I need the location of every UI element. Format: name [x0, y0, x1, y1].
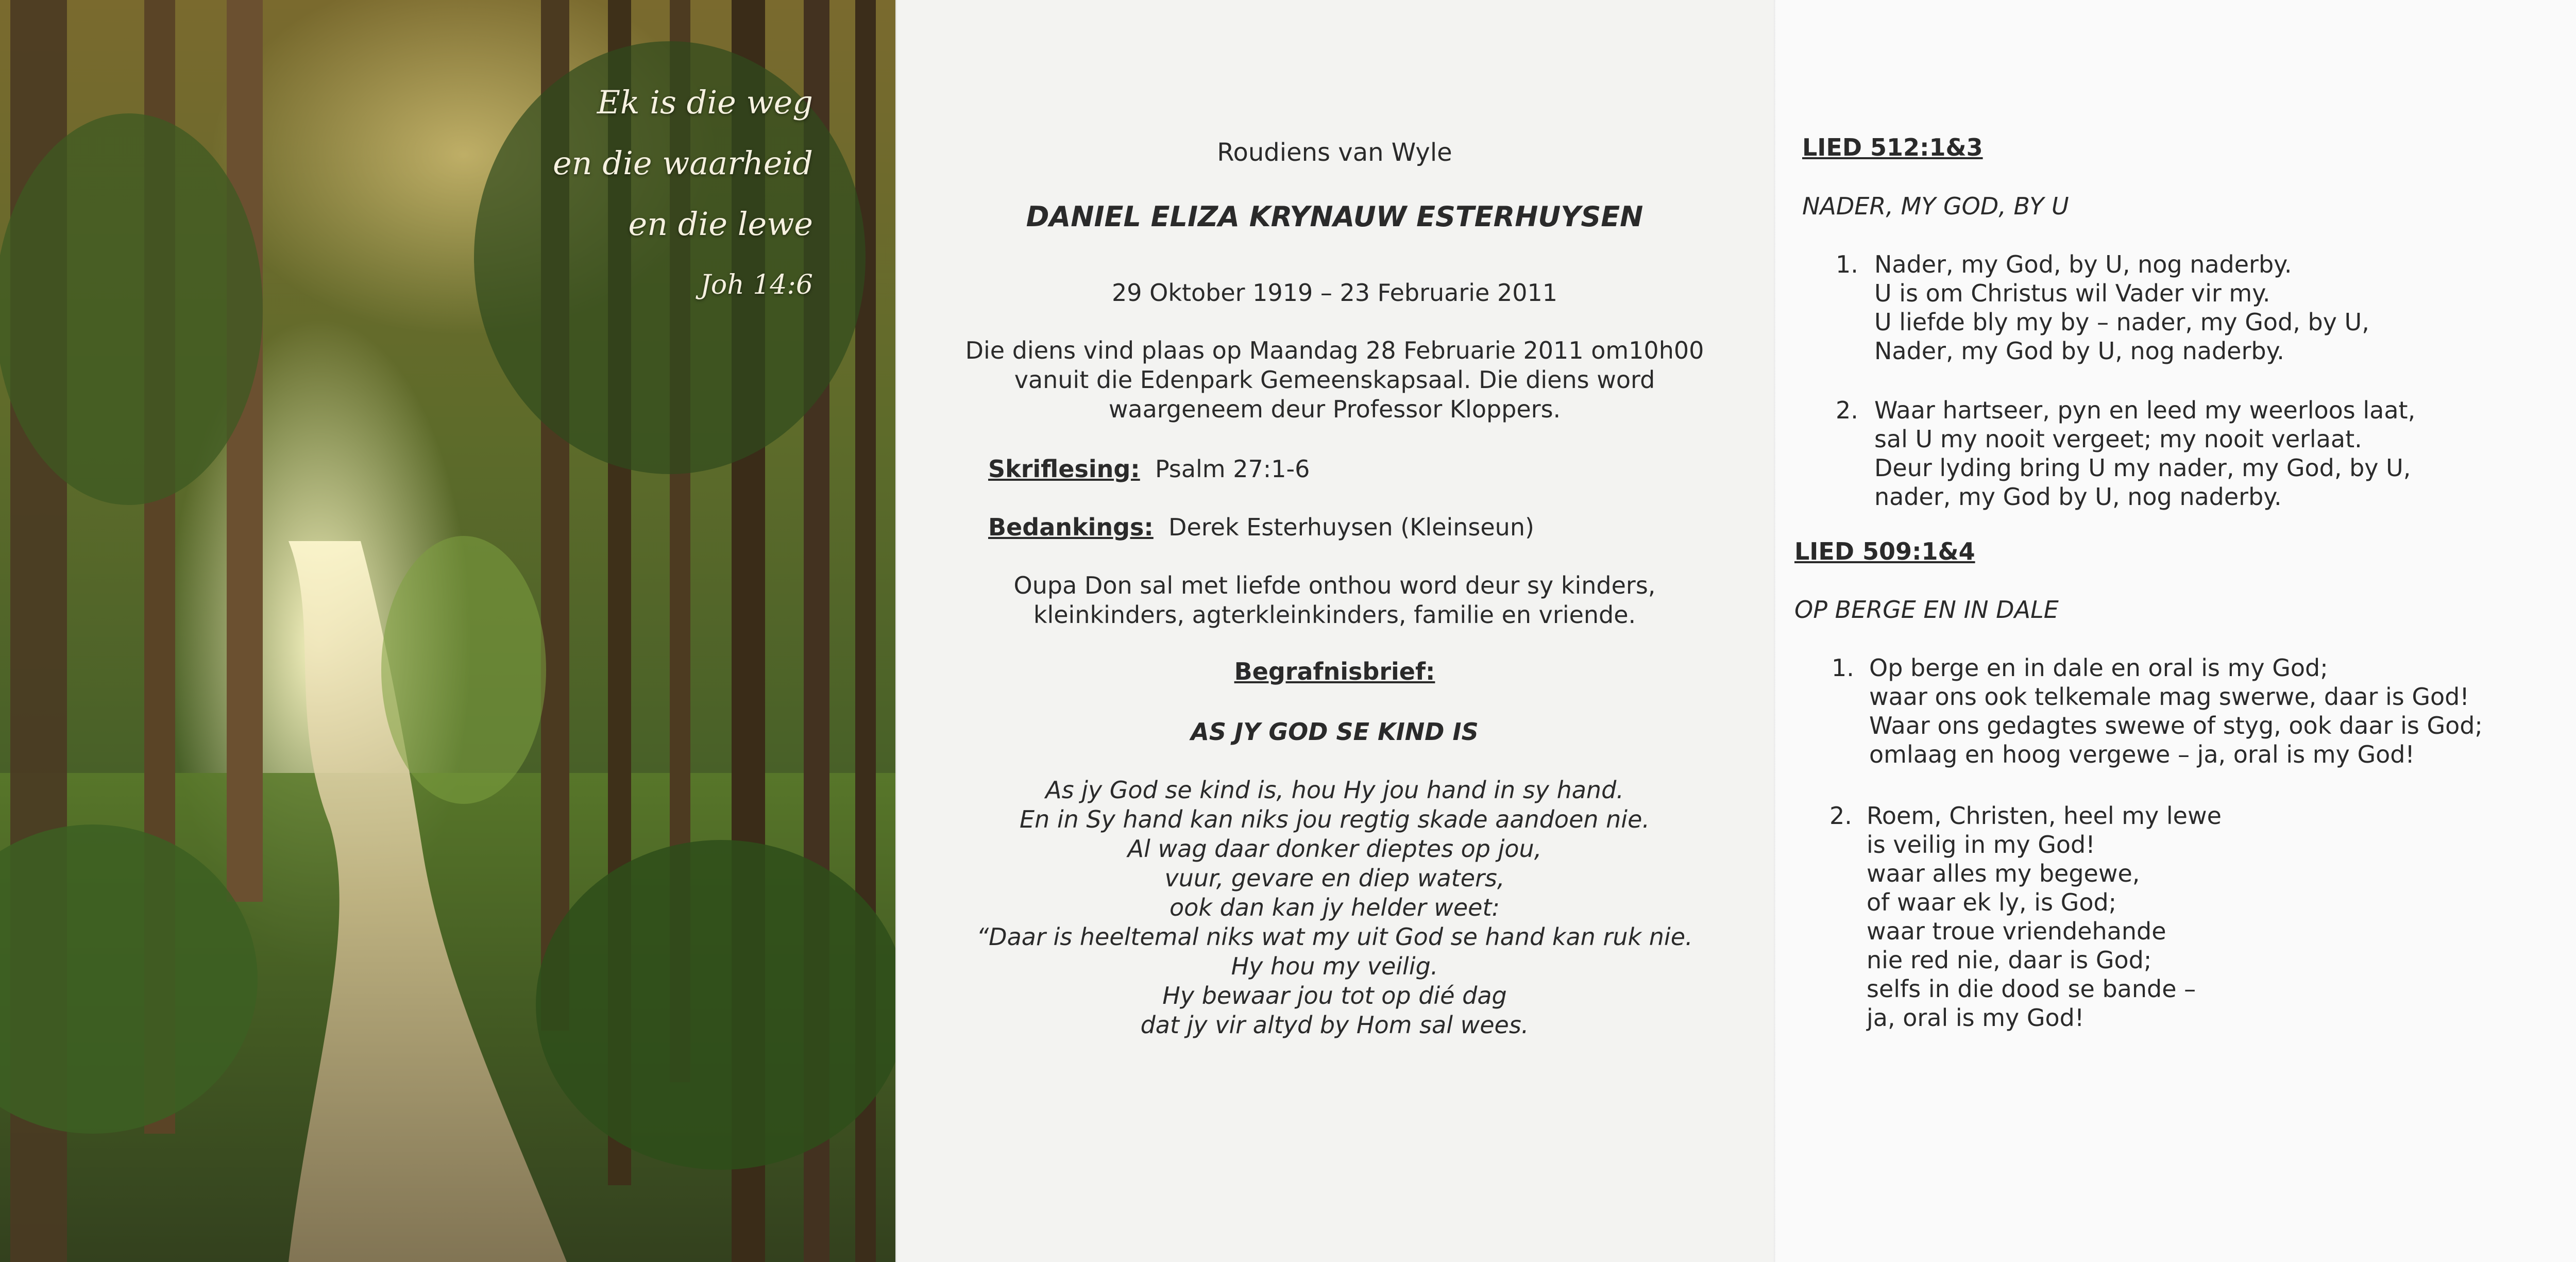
quote-reference: Joh 14:6	[700, 270, 813, 300]
poem-text: As jy God se kind is, hou Hy jou hand in sy hand. En in Sy hand kan niks jou regtig skade aandoen nie. Al wag daar donker dieptes op jou, vuur, gevare en diep waters, ook dan kan jy helder weet: “Daar is heeltemal niks wat my uit God se hand kan ruk nie. Hy hou my veilig. Hy bewaar jou tot op dié dag dat jy vir altyd by Hom sal wees.	[976, 776, 1693, 1039]
scripture-quote	[553, 72, 813, 315]
quote-line-2: en die waarheid	[552, 144, 813, 182]
hymn2-title: OP BERGE EN IN DALE	[1794, 596, 2059, 624]
hymn2-verse2-number: 2.	[1829, 802, 1852, 830]
fold-shadow	[895, 0, 897, 1262]
thanks-label: Bedankings:	[988, 513, 1154, 541]
hymn1-title: NADER, MY GOD, BY U	[1802, 192, 2069, 220]
cover-panel	[0, 0, 895, 1262]
hymn1-verse2-number: 2.	[1836, 396, 1858, 424]
deceased-name: DANIEL ELIZA KRYNAUW ESTERHUYSEN	[1026, 200, 1643, 233]
hymn2-verse2-text: Roem, Christen, heel my lewe is veilig in my God! waar alles my begewe, of waar ek ly, is God; waar troue vriendehande nie red nie, daar is God; selfs in die dood se bande – ja, oral is my God!	[1867, 802, 2222, 1032]
service-heading: Roudiens van Wyle	[1217, 138, 1452, 167]
scripture-reading	[988, 455, 1310, 484]
hymn1-label: LIED 512:1&3	[1802, 133, 1983, 161]
hymns-panel	[1774, 0, 2576, 1262]
service-panel	[895, 0, 1774, 1262]
hymn2-verse1-text: Op berge en in dale en oral is my God; waar ons ook telkemale mag swerwe, daar is God! Waar ons gedagtes swewe of styg, ook daar is God; omlaag en hoog vergewe – ja, oral is my God!	[1869, 654, 2483, 768]
quote-line-3: en die lewe	[628, 205, 813, 243]
quote-line-1: Ek is die weg	[597, 83, 813, 121]
hymn1-verse2-text: Waar hartseer, pyn en leed my weerloos laat, sal U my nooit vergeet; my nooit verlaat. Deur lyding bring U my nader, my God, by U, nader, my God by U, nog naderby.	[1874, 396, 2416, 511]
scripture-reading-value: Psalm 27:1-6	[1155, 455, 1310, 483]
remembrance-text: Oupa Don sal met liefde onthou word deur sy kinders, kleinkinders, agterkleinkinders, familie en vriende.	[1013, 571, 1656, 629]
funeral-letter-label: Begrafnisbrief:	[1234, 658, 1435, 685]
thanks-value: Derek Esterhuysen (Kleinseun)	[1168, 513, 1534, 541]
poem-title: AS JY GOD SE KIND IS	[1191, 718, 1479, 746]
scripture-reading-label: Skriflesing:	[988, 455, 1140, 483]
life-dates: 29 Oktober 1919 – 23 Februarie 2011	[1111, 279, 1558, 307]
hymn1-verse1-text: Nader, my God, by U, nog naderby. U is om Christus wil Vader vir my. U liefde bly my by – nader, my God, by U, Nader, my God by U, nog naderby.	[1874, 250, 2369, 365]
hymn2-verse1-number: 1.	[1832, 654, 1854, 682]
thanks	[988, 513, 1534, 542]
fold-shadow	[1774, 0, 1776, 1262]
hymn1-verse1-number: 1.	[1836, 250, 1858, 278]
service-details: Die diens vind plaas op Maandag 28 Februarie 2011 om10h00 vanuit die Edenpark Gemeenskapsaal. Die diens word waargeneem deur Professor Kloppers.	[965, 336, 1704, 423]
hymn2-label: LIED 509:1&4	[1794, 537, 1975, 565]
